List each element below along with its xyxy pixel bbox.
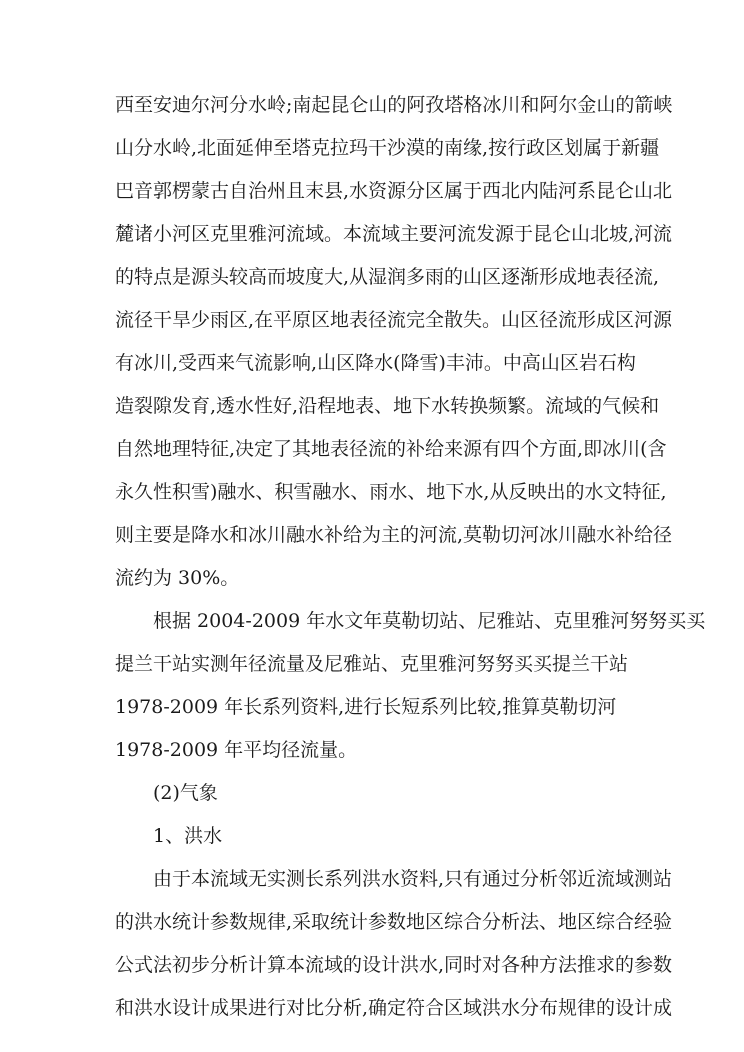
paragraph-1-line-6: 流径干旱少雨区,在平原区地表径流完全散失。山区径流形成区河源 — [115, 309, 673, 331]
paragraph-1-line-3: 巴音郭楞蒙古自治州且末县,水资源分区属于西北内陆河系昆仑山北 — [115, 180, 673, 202]
paragraph-2-line-4: 1978-2009 年平均径流量。 — [115, 739, 358, 761]
paragraph-1-line-2: 山分水岭,北面延伸至塔克拉玛干沙漠的南缘,按行政区划属于新疆 — [115, 137, 660, 159]
paragraph-2-line-1: 根据 2004-2009 年水文年莫勒切站、尼雅站、克里雅河努努买买 — [153, 610, 706, 632]
paragraph-1-line-11: 则主要是降水和冰川融水补给为主的河流,莫勒切河冰川融水补给径 — [115, 524, 673, 546]
paragraph-1-line-8: 造裂隙发育,透水性好,沿程地表、地下水转换频繁。流域的气候和 — [115, 395, 660, 417]
paragraph-3-line-2: 的洪水统计参数规律,采取统计参数地区综合分析法、地区综合经验 — [115, 911, 673, 933]
paragraph-2-line-2: 提兰干站实测年径流量及尼雅站、克里雅河努努买买提兰干站 — [115, 653, 629, 675]
paragraph-2-line-3: 1978-2009 年长系列资料,进行长短系列比较,推算莫勒切河 — [115, 696, 617, 718]
paragraph-3-line-4: 和洪水设计成果进行对比分析,确定符合区域洪水分布规律的设计成 — [115, 997, 673, 1019]
subsection-heading: 1、洪水 — [153, 825, 223, 847]
paragraph-1-line-9: 自然地理特征,决定了其地表径流的补给来源有四个方面,即冰川(含 — [115, 438, 667, 460]
paragraph-1-line-10: 永久性积雪)融水、积雪融水、雨水、地下水,从反映出的水文特征, — [115, 481, 667, 503]
paragraph-1-line-5: 的特点是源头较高而坡度大,从湿润多雨的山区逐渐形成地表径流, — [115, 266, 660, 288]
paragraph-1-line-1: 西至安迪尔河分水岭;南起昆仑山的阿孜塔格冰川和阿尔金山的箭峡 — [115, 94, 673, 116]
section-heading: (2)气象 — [153, 782, 218, 804]
paragraph-1-line-7: 有冰川,受西来气流影响,山区降水(降雪)丰沛。中高山区岩石构 — [115, 352, 636, 374]
paragraph-3-line-1: 由于本流域无实测长系列洪水资料,只有通过分析邻近流域测站 — [153, 868, 673, 890]
paragraph-1-line-12: 流约为 30%。 — [115, 567, 240, 589]
paragraph-3-line-3: 公式法初步分析计算本流域的设计洪水,同时对各种方法推求的参数 — [115, 954, 673, 976]
paragraph-1-line-4: 麓诸小河区克里雅河流域。本流域主要河流发源于昆仑山北坡,河流 — [115, 223, 673, 245]
